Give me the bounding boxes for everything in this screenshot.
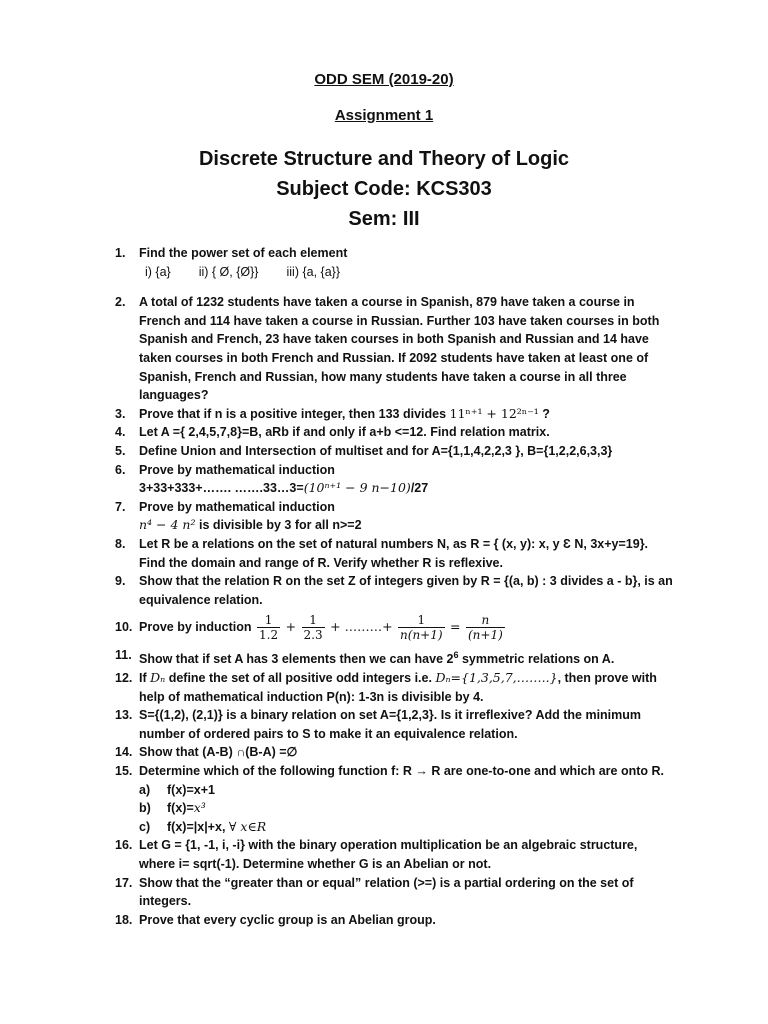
- math-expression: (10ⁿ⁺¹ − 9 n−10): [303, 480, 411, 496]
- question-11: 11. Show that if set A has 3 elements then we can have $2^6$ symmetric relations on A.: [115, 648, 615, 667]
- question-text: Prove by induction: [139, 620, 252, 635]
- course-title: Discrete Structure and Theory of Logic: [198, 148, 570, 170]
- question-18: 18. Prove that every cyclic group is an Abelian group.: [115, 911, 673, 930]
- math-expression: Dₙ={1,3,5,7,……..}: [435, 670, 558, 686]
- question-1: 1. Find the power set of each element i) {a} ii) { Ø, {Ø}} iii) {a, {a}}: [115, 244, 673, 281]
- question-text: If: [139, 671, 147, 686]
- sub-item-c: c) f(x)=|x|+x, ∀ x∈R: [139, 818, 267, 834]
- question-text: Show that (A-B) ∩(B-A) =∅: [139, 745, 298, 760]
- question-5: 5. Define Union and Intersection of multiset and for A={1,1,4,2,2,3 }, B={1,2,2,6,3,3}: [115, 442, 673, 461]
- question-text: Prove by mathematical induction: [139, 499, 335, 514]
- fraction: $\frac{1}{1.2}$: [259, 613, 279, 643]
- question-9: 9. Show that the relation R on the set Z of integers given by R = {(a, b) : 3 divides a - b}, is an equivalence relation.: [115, 572, 673, 609]
- question-8: 8. Let R be a relations on the set of natural numbers N, as R = { (x, y): x, y Ɛ N, 3x+y=19}. Find the domain and range of R. Verify whether R is reflexive.: [115, 535, 673, 572]
- question-10: 10. Prove by induction $\frac{1}{1.2}$ + $\frac{1}{2.3}$ + ………+ $\frac{1}{n(n+1)}$ = $\frac{n}{(n+1)}$: [115, 613, 503, 643]
- question-text: A total of 1232 students have taken a course in Spanish, 879 have taken a course in French and 114 have taken a course in Russian. Further 103 have taken courses in both Spanish and French, 23 have taken courses in both Spanish and Russian and 14 have taken courses in both French and Russian. If 2092 students have taken at least one of Spanish, French and Russian, how many students have taken a course in all three languages?: [139, 295, 660, 403]
- question-4: 4. Let A ={ 2,4,5,7,8}=B, aRb if and only if a+b <=12. Find relation matrix.: [115, 423, 673, 442]
- question-15: 15. Determine which of the following function f: R → R are one-to-one and which are onto R. a) f(x)=x+1 b) f(x)= x³ c) f(x)=|x|+x, ∀ x∈R: [115, 762, 673, 836]
- question-text: Determine which of the following function f: R → R are one-to-one and which are onto R.: [139, 764, 664, 778]
- question-7: 7. Prove by mathematical induction n⁴ − 4 n² is divisible by 3 for all n>=2: [115, 498, 673, 535]
- question-text: Find the power set of each element: [139, 246, 348, 260]
- assignment-heading: Assignment 1: [334, 107, 434, 124]
- question-text: Define Union and Intersection of multiset and for A={1,1,4,2,2,3 }, B={1,2,2,6,3,3}: [139, 443, 613, 458]
- question-text: Prove by mathematical induction: [139, 462, 335, 477]
- question-text: S={(1,2), (2,1)} is a binary relation on set A={1,2,3}. Is it irreflexive? Add the minimum number of ordered pairs to S to make it an equivalence relation.: [139, 708, 642, 741]
- fraction: $\frac{1}{n(n+1)}$: [400, 613, 443, 643]
- question-text: Prove that every cyclic group is an Abelian group.: [139, 912, 436, 927]
- question-text: Let G = {1, -1, i, -i} with the binary operation multiplication be an algebraic structure, where i= sqrt(-1). Determine whether G is an Abelian or not.: [139, 838, 638, 871]
- question-16: 16. Let G = {1, -1, i, -i} with the binary operation multiplication be an algebraic structure, where i= sqrt(-1). Determine whether G is an Abelian or not.: [115, 836, 673, 873]
- question-text: Prove that if n is a positive integer, then 133 divides: [139, 406, 447, 421]
- subject-code: Subject Code: KCS303: [276, 178, 492, 200]
- question-text: Let A ={ 2,4,5,7,8}=B, aRb if and only if a+b <=12. Find relation matrix.: [139, 425, 550, 440]
- question-list: [115, 244, 673, 929]
- sub-item-b: b) f(x)= x³: [139, 800, 206, 816]
- semester-number: Sem: III: [348, 208, 420, 230]
- fraction: $\frac{n}{(n+1)}$: [468, 613, 503, 643]
- math-expression: n⁴ − 4 n²: [139, 517, 196, 533]
- title-block: [0, 145, 768, 235]
- question-12: 12. If Dₙ define the set of all positive odd integers i.e. Dₙ={1,3,5,7,……..}, then prove with help of mathematical induction P(n): 1-3n is divisible by 4.: [115, 670, 657, 704]
- question-14: 14. Show that (A-B) ∩(B-A) =∅: [115, 743, 673, 762]
- math-ellipsis: + ………+: [330, 619, 393, 635]
- question-text: Show that the “greater than or equal” relation (>=) is a partial ordering on the set of integers.: [139, 875, 634, 909]
- sub-item-a: a) f(x)=x+1: [139, 782, 215, 797]
- question-options: i) {a} ii) { Ø, {Ø}} iii) {a, {a}}: [145, 264, 340, 279]
- question-3: 3. Prove that if n is a positive integer, then 133 divides 11ⁿ⁺¹ + 12²ⁿ⁻¹ ?: [115, 405, 550, 421]
- semester-heading: ODD SEM (2019-20): [314, 71, 454, 88]
- question-text: Let R be a relations on the set of natural numbers N, as R = { (x, y): x, y Ɛ N, 3x+y=19}. Find the domain and range of R. Verify whether R is reflexive.: [139, 536, 649, 570]
- math-expression: 11ⁿ⁺¹ + 12²ⁿ⁻¹: [449, 405, 539, 421]
- fraction: $\frac{1}{2.3}$: [303, 613, 323, 643]
- question-6: 6. Prove by mathematical induction 3+33+333+……. …….33…3=(10ⁿ⁺¹ − 9 n−10)/27: [115, 461, 673, 498]
- question-text: Show that the relation R on the set Z of integers given by R = {(a, b) : 3 divides a - b}, is an equivalence relation.: [139, 574, 673, 607]
- question-13: 13. S={(1,2), (2,1)} is a binary relation on set A={1,2,3}. Is it irreflexive? Add the minimum number of ordered pairs to S to make it an equivalence relation.: [115, 706, 673, 743]
- question-text: Show that if set A has 3 elements then we can have 2: [139, 652, 454, 667]
- question-17: 17. Show that the “greater than or equal” relation (>=) is a partial ordering on the set of integers.: [115, 874, 673, 911]
- question-2: 2. A total of 1232 students have taken a course in Spanish, 879 have taken a course in French and 114 have taken a course in Russian. Further 103 have taken courses in both Spanish and French, 23 have taken courses in both Spanish and Russian and 14 have taken courses in both French and Russian. If 2092 students have taken at least one of Spanish, French and Russian, how many students have taken a course in all three languages?: [115, 293, 673, 405]
